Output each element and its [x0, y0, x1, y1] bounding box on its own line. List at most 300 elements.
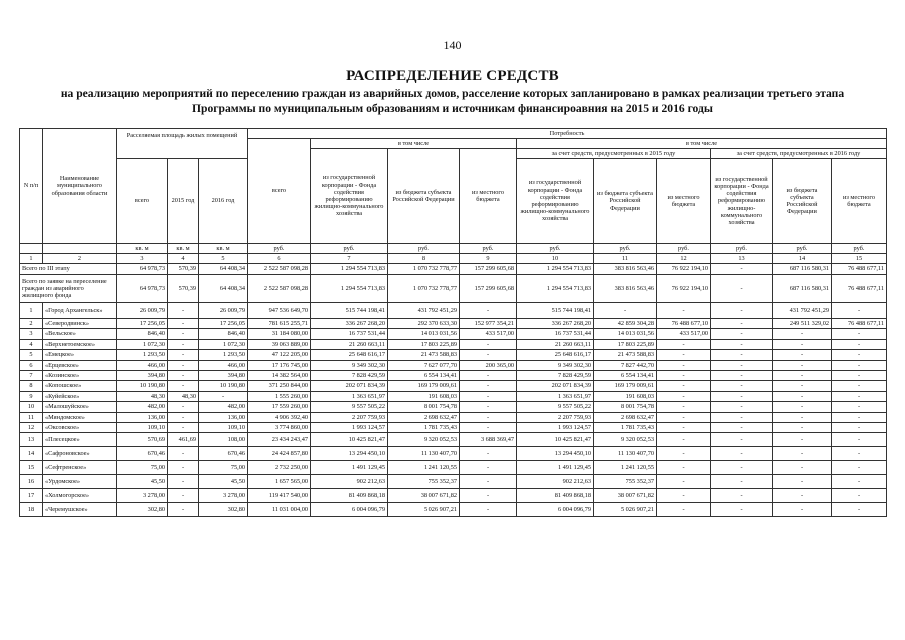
- row-value: 21 473 588,83: [388, 350, 460, 360]
- row-value: -: [657, 391, 711, 401]
- table-row: [20, 339, 887, 349]
- header-area-total: всего: [117, 159, 168, 244]
- row-number: 18: [20, 503, 43, 517]
- total-row: [20, 264, 887, 275]
- row-value: 169 179 009,61: [388, 381, 460, 391]
- header-regional: из бюджета субъекта Российской Федерации: [388, 149, 460, 244]
- total-value: 76 488 677,11: [832, 275, 887, 303]
- row-value: -: [832, 412, 887, 422]
- row-value: 75,00: [199, 461, 248, 475]
- row-value: -: [168, 447, 199, 461]
- header-municipality: Наименование муниципального образования области: [43, 129, 117, 244]
- table-row: [20, 303, 887, 319]
- row-value: -: [168, 329, 199, 339]
- unit-cell: кв. м: [117, 244, 168, 254]
- row-value: 14 013 031,56: [594, 329, 657, 339]
- row-value: 108,00: [199, 433, 248, 447]
- row-value: 21 260 663,11: [517, 339, 594, 349]
- table-header: [20, 129, 887, 254]
- row-value: 846,40: [117, 329, 168, 339]
- row-value: -: [832, 381, 887, 391]
- row-value: -: [460, 489, 517, 503]
- row-value: 26 009,79: [199, 303, 248, 319]
- row-value: -: [594, 303, 657, 319]
- row-value: -: [711, 319, 773, 329]
- row-value: 6 554 134,41: [388, 370, 460, 380]
- row-value: 42 859 304,28: [594, 319, 657, 329]
- row-value: -: [657, 412, 711, 422]
- row-value: 11 130 407,70: [594, 447, 657, 461]
- header-regional-2016: из бюджета субъекта Российской Федерации: [773, 159, 832, 244]
- row-value: 670,46: [199, 447, 248, 461]
- total-value: 64 978,73: [117, 264, 168, 275]
- row-value: -: [773, 503, 832, 517]
- row-value: 2 207 759,93: [311, 412, 388, 422]
- row-value: -: [460, 402, 517, 412]
- row-value: -: [832, 402, 887, 412]
- row-value: -: [657, 489, 711, 503]
- row-value: 202 071 834,39: [311, 381, 388, 391]
- row-value: -: [773, 381, 832, 391]
- row-value: 13 294 450,10: [311, 447, 388, 461]
- row-value: 7 827 442,70: [594, 360, 657, 370]
- header-area-group: Расселяемая площадь жилых помещений: [117, 129, 248, 159]
- table-row: [20, 412, 887, 422]
- unit-cell: руб.: [388, 244, 460, 254]
- row-value: 38 007 671,82: [388, 489, 460, 503]
- row-value: -: [711, 475, 773, 489]
- row-value: -: [711, 303, 773, 319]
- unit-cell: руб.: [773, 244, 832, 254]
- row-value: 1 993 124,57: [311, 422, 388, 432]
- total-value: 383 816 563,46: [594, 264, 657, 275]
- total-value: 64 408,34: [199, 275, 248, 303]
- table-row: [20, 475, 887, 489]
- row-value: -: [168, 360, 199, 370]
- row-value: 17 803 225,89: [388, 339, 460, 349]
- row-value: 292 370 633,30: [388, 319, 460, 329]
- row-value: -: [711, 461, 773, 475]
- municipality-name: «Копошское»: [43, 381, 117, 391]
- row-value: -: [832, 391, 887, 401]
- row-value: -: [773, 329, 832, 339]
- row-value: 7 828 429,59: [311, 370, 388, 380]
- row-value: 394,80: [117, 370, 168, 380]
- row-number: 5: [20, 350, 43, 360]
- row-value: 6 554 134,41: [594, 370, 657, 380]
- unit-cell: руб.: [311, 244, 388, 254]
- row-value: 23 434 243,47: [248, 433, 311, 447]
- row-value: -: [773, 391, 832, 401]
- row-value: -: [711, 447, 773, 461]
- row-value: 8 001 754,78: [594, 402, 657, 412]
- total-value: -: [711, 264, 773, 275]
- row-value: 670,46: [117, 447, 168, 461]
- unit-cell: руб.: [594, 244, 657, 254]
- column-index-row: [20, 254, 887, 264]
- row-value: -: [657, 503, 711, 517]
- row-value: 10 190,80: [117, 381, 168, 391]
- municipality-name: «Козинское»: [43, 370, 117, 380]
- header-fund: из государственной корпорации - Фонда содействия реформированию жилищно-коммунального хозяйства: [311, 149, 388, 244]
- row-value: 10 190,80: [199, 381, 248, 391]
- row-value: 109,10: [199, 422, 248, 432]
- row-value: 1 781 735,43: [388, 422, 460, 432]
- row-value: -: [168, 350, 199, 360]
- row-value: -: [711, 412, 773, 422]
- row-value: 48,30: [117, 391, 168, 401]
- row-value: -: [773, 475, 832, 489]
- row-value: -: [711, 391, 773, 401]
- row-value: -: [711, 489, 773, 503]
- total-value: 157 299 605,68: [460, 264, 517, 275]
- row-value: -: [168, 303, 199, 319]
- table-row: [20, 447, 887, 461]
- row-value: 17 176 745,00: [248, 360, 311, 370]
- row-value: 433 517,00: [460, 329, 517, 339]
- row-value: 461,69: [168, 433, 199, 447]
- row-value: 17 803 225,89: [594, 339, 657, 349]
- row-value: 482,00: [199, 402, 248, 412]
- municipality-name: «Верхнетоемское»: [43, 339, 117, 349]
- row-value: -: [657, 350, 711, 360]
- row-value: 466,00: [117, 360, 168, 370]
- row-value: -: [657, 433, 711, 447]
- total-value: 570,39: [168, 275, 199, 303]
- row-value: -: [657, 402, 711, 412]
- total-value: 1 294 554 713,83: [517, 264, 594, 275]
- row-number: 11: [20, 412, 43, 422]
- row-number: 10: [20, 402, 43, 412]
- row-number: 6: [20, 360, 43, 370]
- row-value: 9 320 052,53: [594, 433, 657, 447]
- row-value: 21 473 588,83: [594, 350, 657, 360]
- row-value: 371 250 844,00: [248, 381, 311, 391]
- table-body: [20, 254, 887, 517]
- row-value: -: [657, 370, 711, 380]
- row-value: 781 615 255,71: [248, 319, 311, 329]
- municipality-name: «Сефтренское»: [43, 461, 117, 475]
- municipality-name: «Емецкое»: [43, 350, 117, 360]
- unit-cell: руб.: [517, 244, 594, 254]
- column-index-cell: 10: [517, 254, 594, 264]
- column-index-cell: 7: [311, 254, 388, 264]
- row-value: -: [773, 447, 832, 461]
- row-value: 336 267 268,20: [517, 319, 594, 329]
- row-value: -: [773, 412, 832, 422]
- row-value: -: [832, 360, 887, 370]
- municipality-name: «Малошуйское»: [43, 402, 117, 412]
- row-value: 26 009,79: [117, 303, 168, 319]
- row-value: -: [832, 433, 887, 447]
- row-value: -: [832, 329, 887, 339]
- column-index-cell: 5: [199, 254, 248, 264]
- row-number: 12: [20, 422, 43, 432]
- row-value: 7 627 077,70: [388, 360, 460, 370]
- row-value: 394,80: [199, 370, 248, 380]
- row-value: -: [832, 370, 887, 380]
- table-row: [20, 422, 887, 432]
- row-value: 76 488 677,10: [657, 319, 711, 329]
- header-incl: в том числе: [311, 139, 517, 149]
- total-value: -: [711, 275, 773, 303]
- row-value: 16 737 531,44: [311, 329, 388, 339]
- row-value: -: [657, 461, 711, 475]
- row-value: 17 256,05: [117, 319, 168, 329]
- row-value: -: [460, 370, 517, 380]
- row-value: 431 792 451,29: [773, 303, 832, 319]
- row-value: -: [711, 350, 773, 360]
- row-value: 7 828 429,59: [517, 370, 594, 380]
- row-value: 45,50: [117, 475, 168, 489]
- column-index-cell: 9: [460, 254, 517, 264]
- row-value: -: [657, 303, 711, 319]
- row-value: 482,00: [117, 402, 168, 412]
- row-value: 31 184 080,00: [248, 329, 311, 339]
- row-value: 515 744 198,41: [311, 303, 388, 319]
- row-value: -: [460, 391, 517, 401]
- row-number: 4: [20, 339, 43, 349]
- row-value: 39 063 889,00: [248, 339, 311, 349]
- row-value: -: [832, 503, 887, 517]
- municipality-name: «Куйейское»: [43, 391, 117, 401]
- header-area-2016: 2016 год: [199, 159, 248, 244]
- row-value: 38 007 671,82: [594, 489, 657, 503]
- row-number: 7: [20, 370, 43, 380]
- unit-cell: кв. м: [199, 244, 248, 254]
- row-number: 9: [20, 391, 43, 401]
- row-number: 13: [20, 433, 43, 447]
- row-value: 76 488 677,11: [832, 319, 887, 329]
- row-value: 9 557 505,22: [517, 402, 594, 412]
- unit-cell: кв. м: [168, 244, 199, 254]
- row-value: 119 417 540,00: [248, 489, 311, 503]
- row-value: 1 555 260,00: [248, 391, 311, 401]
- column-index-cell: 15: [832, 254, 887, 264]
- row-value: 2 732 250,00: [248, 461, 311, 475]
- row-value: 6 004 096,79: [517, 503, 594, 517]
- row-value: 191 608,03: [388, 391, 460, 401]
- row-value: -: [711, 503, 773, 517]
- row-value: 515 744 198,41: [517, 303, 594, 319]
- header-total-need: всего: [248, 139, 311, 244]
- row-value: 1 293,50: [117, 350, 168, 360]
- municipality-name: «Черемушское»: [43, 503, 117, 517]
- row-value: -: [657, 422, 711, 432]
- row-value: 1 293,50: [199, 350, 248, 360]
- row-value: -: [711, 339, 773, 349]
- row-value: 249 511 329,02: [773, 319, 832, 329]
- column-index-cell: 13: [711, 254, 773, 264]
- row-value: -: [460, 350, 517, 360]
- total-value: 383 816 563,46: [594, 275, 657, 303]
- column-index-cell: 2: [43, 254, 117, 264]
- units-row: [20, 244, 887, 254]
- header-local-2015: из местного бюджета: [657, 159, 711, 244]
- row-value: 902 212,63: [311, 475, 388, 489]
- row-value: 1 241 120,55: [388, 461, 460, 475]
- table-row: [20, 402, 887, 412]
- municipality-name: «Сафроновское»: [43, 447, 117, 461]
- row-value: 2 207 759,93: [517, 412, 594, 422]
- document-title: РАСПРЕДЕЛЕНИЕ СРЕДСТВ: [346, 68, 559, 84]
- header-local-2016: из местного бюджета: [832, 159, 887, 244]
- row-value: -: [711, 360, 773, 370]
- row-value: 2 698 632,47: [594, 412, 657, 422]
- column-index-cell: 11: [594, 254, 657, 264]
- row-value: -: [460, 461, 517, 475]
- header-need: Потребность: [248, 129, 887, 139]
- table-row: [20, 381, 887, 391]
- total-row: [20, 275, 887, 303]
- row-value: -: [773, 339, 832, 349]
- row-value: 10 425 821,47: [311, 433, 388, 447]
- row-value: 1 993 124,57: [517, 422, 594, 432]
- row-value: 17 559 260,00: [248, 402, 311, 412]
- row-value: 13 294 450,10: [517, 447, 594, 461]
- row-value: 1 491 129,45: [311, 461, 388, 475]
- row-value: -: [773, 360, 832, 370]
- row-value: -: [460, 412, 517, 422]
- row-value: -: [832, 461, 887, 475]
- row-value: -: [657, 447, 711, 461]
- total-value: 2 522 587 098,28: [248, 264, 311, 275]
- row-value: 9 349 302,30: [311, 360, 388, 370]
- row-number: 17: [20, 489, 43, 503]
- column-index-cell: 14: [773, 254, 832, 264]
- row-value: 1 072,30: [199, 339, 248, 349]
- row-value: 9 320 052,53: [388, 433, 460, 447]
- row-value: 136,00: [199, 412, 248, 422]
- row-value: 302,80: [117, 503, 168, 517]
- row-number: 8: [20, 381, 43, 391]
- row-number: 3: [20, 329, 43, 339]
- column-index-cell: 3: [117, 254, 168, 264]
- total-value: 1 294 554 713,83: [311, 275, 388, 303]
- header-regional-2015: из бюджета субъекта Российской Федерации: [594, 159, 657, 244]
- row-value: -: [773, 350, 832, 360]
- header-2016: за счет средств, предусмотренных в 2016 году: [711, 149, 887, 159]
- row-value: -: [711, 370, 773, 380]
- row-value: -: [832, 489, 887, 503]
- row-value: -: [460, 475, 517, 489]
- row-value: -: [168, 489, 199, 503]
- row-value: 9 557 505,22: [311, 402, 388, 412]
- table-row: [20, 433, 887, 447]
- row-value: 3 278,00: [117, 489, 168, 503]
- row-number: 16: [20, 475, 43, 489]
- row-value: -: [168, 370, 199, 380]
- row-value: -: [168, 402, 199, 412]
- row-value: -: [657, 360, 711, 370]
- row-value: 45,50: [199, 475, 248, 489]
- row-value: -: [832, 303, 887, 319]
- municipality-name: «Вельское»: [43, 329, 117, 339]
- table-row: [20, 489, 887, 503]
- table-row: [20, 503, 887, 517]
- header-area-2015: 2015 год: [168, 159, 199, 244]
- row-value: -: [657, 475, 711, 489]
- row-value: 109,10: [117, 422, 168, 432]
- column-index-cell: 8: [388, 254, 460, 264]
- total-label: Всего по III этапу: [20, 264, 117, 275]
- total-value: 64 408,34: [199, 264, 248, 275]
- row-value: -: [168, 339, 199, 349]
- row-value: 9 349 302,30: [517, 360, 594, 370]
- header-2015: за счет средств, предусмотренных в 2015 году: [517, 149, 711, 159]
- total-value: 1 070 732 778,77: [388, 275, 460, 303]
- row-value: -: [657, 339, 711, 349]
- row-value: 302,80: [199, 503, 248, 517]
- row-value: -: [711, 329, 773, 339]
- row-value: 17 256,05: [199, 319, 248, 329]
- row-value: -: [773, 433, 832, 447]
- row-number: 14: [20, 447, 43, 461]
- row-value: 16 737 531,44: [517, 329, 594, 339]
- table-row: [20, 461, 887, 475]
- row-value: 5 026 907,21: [388, 503, 460, 517]
- row-value: -: [773, 461, 832, 475]
- row-value: 4 906 392,40: [248, 412, 311, 422]
- row-value: 169 179 009,61: [594, 381, 657, 391]
- row-value: -: [711, 402, 773, 412]
- row-value: 433 517,00: [657, 329, 711, 339]
- row-value: 570,69: [117, 433, 168, 447]
- unit-cell: руб.: [657, 244, 711, 254]
- row-value: 902 212,63: [517, 475, 594, 489]
- row-value: 152 977 354,21: [460, 319, 517, 329]
- row-value: -: [168, 461, 199, 475]
- row-number: 1: [20, 303, 43, 319]
- row-value: -: [168, 412, 199, 422]
- header-fund-2015: из государственной корпорации - Фонда содействия реформированию жилищно-коммунального хозяйства: [517, 159, 594, 244]
- column-index-cell: 1: [20, 254, 43, 264]
- header-local: из местного бюджета: [460, 149, 517, 244]
- row-value: -: [460, 447, 517, 461]
- row-value: -: [657, 381, 711, 391]
- total-value: 1 294 554 713,83: [517, 275, 594, 303]
- row-value: 202 071 834,39: [517, 381, 594, 391]
- row-value: -: [168, 422, 199, 432]
- unit-cell: руб.: [248, 244, 311, 254]
- table-row: [20, 319, 887, 329]
- row-value: -: [460, 381, 517, 391]
- row-value: 336 267 268,20: [311, 319, 388, 329]
- row-value: 75,00: [117, 461, 168, 475]
- row-value: 3 774 860,00: [248, 422, 311, 432]
- row-value: 1 491 129,45: [517, 461, 594, 475]
- total-value: 1 070 732 778,77: [388, 264, 460, 275]
- row-value: -: [832, 422, 887, 432]
- row-value: -: [168, 381, 199, 391]
- row-value: 1 241 120,55: [594, 461, 657, 475]
- header-incl2: в том числе: [517, 139, 887, 149]
- row-value: 200 365,00: [460, 360, 517, 370]
- column-index-cell: 6: [248, 254, 311, 264]
- row-value: 846,40: [199, 329, 248, 339]
- row-value: 1 657 565,00: [248, 475, 311, 489]
- row-value: -: [460, 503, 517, 517]
- row-value: 14 013 031,56: [388, 329, 460, 339]
- row-value: 755 352,37: [388, 475, 460, 489]
- total-value: 76 922 194,10: [657, 275, 711, 303]
- row-value: 48,30: [168, 391, 199, 401]
- municipality-name: «Оксовское»: [43, 422, 117, 432]
- page-number: 140: [443, 38, 462, 52]
- row-value: 11 031 004,00: [248, 503, 311, 517]
- municipality-name: «Плесецкое»: [43, 433, 117, 447]
- row-value: 47 122 205,00: [248, 350, 311, 360]
